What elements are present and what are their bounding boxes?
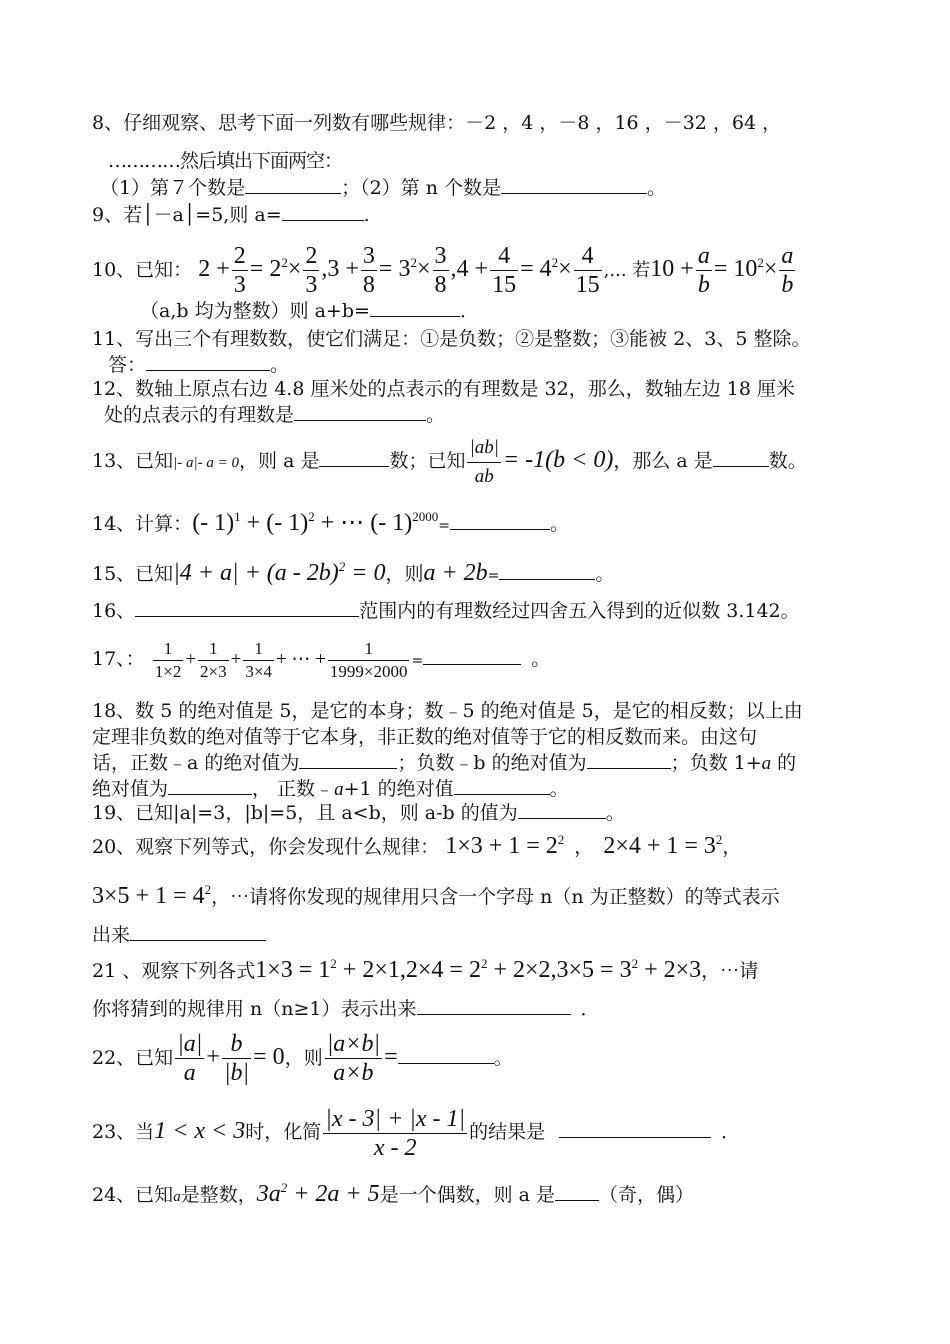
question-19 <box>92 800 625 826</box>
math-condition: 1 < x < 3 <box>154 1118 246 1144</box>
punct: 。 <box>549 513 569 535</box>
question-8-part2-label: ；（2）第 n 个数是 <box>341 177 501 199</box>
answer-blank-q22[interactable] <box>398 1045 494 1064</box>
math-expr: |4 + a| + (a - 2b)$^2$ = 0 <box>173 559 386 586</box>
answer-blank-q8-2[interactable] <box>501 175 647 194</box>
question-23-label: 23、当 <box>92 1121 155 1143</box>
answer-blank-q18-1[interactable] <box>299 750 397 769</box>
answer-blank-q19[interactable] <box>518 800 606 819</box>
question-8-text: 8、仔细观察、思考下面一列数有哪些规律：－2 ，4 ，－8 ，16 ，－32 ，64 ， <box>92 112 782 134</box>
text: 是整数， <box>180 1184 257 1206</box>
question-12-text-2: 处的点表示的有理数是 <box>104 404 295 426</box>
answer-blank-q23[interactable] <box>559 1119 711 1138</box>
text: ，那么 a 是 <box>613 450 713 472</box>
text: 的结果是 <box>469 1121 546 1143</box>
question-11-line2 <box>108 352 289 378</box>
answer-blank-q15[interactable] <box>499 561 595 580</box>
equals: = <box>411 653 424 669</box>
math-expr: $\frac{|a|}{a}$ + $\frac{b}{|b|}$ = 0 <box>177 1030 285 1086</box>
question-24-label: 24、已知 <box>92 1184 174 1206</box>
question-21-line1 <box>92 950 758 991</box>
math-expr: |- a|- a = 0 <box>173 455 240 471</box>
answer-blank-q13-1[interactable] <box>319 448 389 467</box>
text: 数。 <box>768 450 807 472</box>
punct: 。 <box>605 802 625 824</box>
math-expr-2: $2\times 4 + 1 = 3^2$ <box>603 832 723 859</box>
question-11-text: 11、写出三个有理数数，使它们满足：①是负数；②是整数；③能被 2、3、5 整除。 <box>92 328 811 350</box>
question-14 <box>92 506 569 543</box>
question-13 <box>92 432 807 491</box>
equals: = <box>438 518 450 534</box>
punct: ． <box>459 300 479 322</box>
question-20-line1 <box>92 828 741 865</box>
math-expr: 2 + $\frac{2}{3}$ = $2^2\times$ $\frac{2}{3}$ ,3 + $\frac{3}{8}$ = $3^2\times$ $\frac{3}{8}$ ,4 + $\frac{4}{15}$ = $4^2\times$ $\frac{4}{15}$ <box>198 242 600 298</box>
question-13-label: 13、已知 <box>92 450 174 472</box>
question-11-line1 <box>92 326 811 352</box>
question-12-line2 <box>104 402 445 428</box>
punct: 。 <box>595 563 615 585</box>
punct: 。 <box>531 648 551 670</box>
text: +1 的绝对值 <box>343 778 454 800</box>
punct: ， <box>722 836 742 858</box>
math-expr: $3a^2 + 2a + 5$ <box>256 1180 380 1207</box>
question-18-line3 <box>92 750 796 777</box>
question-20-text-3: 出来 <box>92 924 131 946</box>
question-23 <box>92 1100 740 1163</box>
answer-blank-q9[interactable] <box>282 202 364 221</box>
text: ；负数﹣b 的绝对值为 <box>397 752 587 774</box>
punct: 。 <box>647 177 667 199</box>
punct: . <box>363 204 370 226</box>
question-16-text: 范围内的有理数经过四舍五入得到的近似数 3.142。 <box>359 600 800 622</box>
answer-blank-q18-3[interactable] <box>168 776 252 795</box>
question-10-line1 <box>92 240 797 300</box>
var-a: a <box>761 753 772 774</box>
text: ；负数 1+ <box>670 752 762 774</box>
question-9-text: 9、若│－a│=5,则 a= <box>92 204 282 226</box>
question-20-text: 20、观察下列等式，你会发现什么规律： <box>92 836 440 858</box>
question-12-text: 12、数轴上原点右边 4.8 厘米处的点表示的有理数是 32，那么，数轴左边 18 厘米 <box>92 378 795 400</box>
question-18-line1 <box>92 698 803 724</box>
question-20-line2 <box>92 876 780 917</box>
question-21-line2 <box>92 996 600 1022</box>
math-fraction: $\frac{|x - 3| + |x - 1|}{x - 2}$ <box>325 1105 466 1161</box>
var-a: a <box>173 1189 181 1205</box>
text: ， 正数﹣ <box>252 778 335 800</box>
question-8-line1 <box>92 110 781 136</box>
text: 是一个偶数，则 a 是 <box>379 1184 556 1206</box>
math-expr-2: $\frac{|a\times b|}{a\times b}$ = <box>326 1030 398 1086</box>
text: 绝对值为 <box>92 778 169 800</box>
question-10-line2 <box>140 298 479 324</box>
math-expr-2: 10 + $\frac{a}{b}$ = $10^2\times$ $\frac{a}{b}$ <box>650 242 794 298</box>
question-12-line1 <box>92 376 795 402</box>
question-18-text-2: 定理非负数的绝对值等于它本身，非正数的绝对值等于它的相反数而来。由这句 <box>92 726 758 748</box>
question-17 <box>92 630 550 690</box>
math-expr: $1\times 3 = 1^2 + 2\times 1,2\times 4 = 2^2 + 2\times 2,3\times 5 = 3^2 + 2\times 3$ <box>255 956 702 983</box>
question-19-text: 19、已知|a|=3，|b|=5，且 a<b，则 a-b 的值为 <box>92 802 518 824</box>
question-21-text-2: 你将猜到的规律用 n（n≥1）表示出来 <box>92 998 417 1020</box>
punct: 。 <box>270 354 290 376</box>
text: ，⋯请 <box>701 960 759 982</box>
answer-blank-q12[interactable] <box>294 402 426 421</box>
text: ，则 a 是 <box>239 450 320 472</box>
text: （奇，偶） <box>599 1184 695 1206</box>
question-18-text: 18、数 5 的绝对值是 5，是它的本身；数﹣5 的绝对值是 5，是它的相反数；以上由 <box>92 700 803 722</box>
question-16-label: 16、 <box>92 600 136 622</box>
punct: ， <box>574 836 594 858</box>
question-22-label: 22、已知 <box>92 1047 174 1069</box>
answer-blank-q16[interactable] <box>135 598 359 617</box>
math-expr-2: = -1(b < 0) <box>502 447 614 473</box>
text: ，则 <box>284 1047 323 1069</box>
answer-blank-q10[interactable] <box>370 298 460 317</box>
question-21-label: 21 、观察下列各式 <box>92 960 256 982</box>
answer-blank-q20[interactable] <box>130 922 266 941</box>
question-17-label: 17、： <box>92 648 145 670</box>
text: 时，化简 <box>245 1121 322 1143</box>
math-expr: (- 1)$^1$ + (- 1)$^2$ + ⋯ (- 1)$^{2000}$ <box>192 509 439 536</box>
punct: ． <box>580 998 600 1020</box>
question-16 <box>92 598 800 624</box>
question-18-line4 <box>92 776 569 803</box>
answer-blank-q14[interactable] <box>450 511 550 530</box>
question-9 <box>92 202 370 228</box>
question-20-text-2: ，⋯请将你发现的规律用只含一个字母 n（n 为正整数）的等式表示 <box>211 886 780 908</box>
punct: 。 <box>426 404 446 426</box>
math-expr: $1\times 3 + 1 = 2^2$ <box>445 832 565 859</box>
var-a: a <box>334 779 344 800</box>
equals: = <box>487 568 500 584</box>
question-14-label: 14、计算： <box>92 513 193 535</box>
punct: 。 <box>493 1047 513 1069</box>
answer-blank-q8-1[interactable] <box>245 175 341 194</box>
math-series: $\frac{1}{1\times 2}$ + $\frac{1}{2\times 3}$ + $\frac{1}{3\times 4}$ + ⋯ + $\frac{1}{1999\times 2000}$ <box>154 639 408 682</box>
answer-blank-q24[interactable] <box>555 1182 599 1201</box>
math-fraction: $\frac{|ab|}{ab}$ <box>467 434 500 491</box>
question-8-line2 <box>108 148 342 174</box>
question-10-condition: （a,b 均为整数）则 a+b= <box>140 300 370 322</box>
question-20-line3 <box>92 922 266 948</box>
question-8-part1-label: （1）第７个数是 <box>100 177 246 199</box>
text: ,... 若 <box>603 260 651 281</box>
question-22 <box>92 1026 513 1089</box>
question-8-continuation: …………然后填出下面两空： <box>108 150 343 172</box>
answer-blank-q11[interactable] <box>146 352 270 371</box>
question-15 <box>92 556 614 593</box>
punct: 。 <box>549 778 569 800</box>
text: ，则 <box>385 563 424 585</box>
question-15-label: 15、已知 <box>92 563 174 585</box>
text: 的 <box>771 752 797 774</box>
math-expr-2: a + 2b <box>423 560 488 586</box>
question-8-line3 <box>100 175 666 201</box>
text: 数；已知 <box>389 450 466 472</box>
answer-blank-q18-2[interactable] <box>587 750 671 769</box>
answer-blank-q13-2[interactable] <box>713 448 769 467</box>
answer-label: 答： <box>108 354 147 376</box>
answer-blank-q18-4[interactable] <box>454 776 550 795</box>
text: 话，正数﹣a 的绝对值为 <box>92 752 300 774</box>
answer-blank-q17[interactable] <box>423 646 521 665</box>
punct: ． <box>721 1121 741 1143</box>
math-expr-3: $3\times 5 + 1 = 4^2$ <box>92 882 212 909</box>
question-24 <box>92 1174 694 1217</box>
question-10-label: 10、已知： <box>92 259 193 281</box>
question-18-line2 <box>92 724 757 750</box>
answer-blank-q21[interactable] <box>417 996 571 1015</box>
